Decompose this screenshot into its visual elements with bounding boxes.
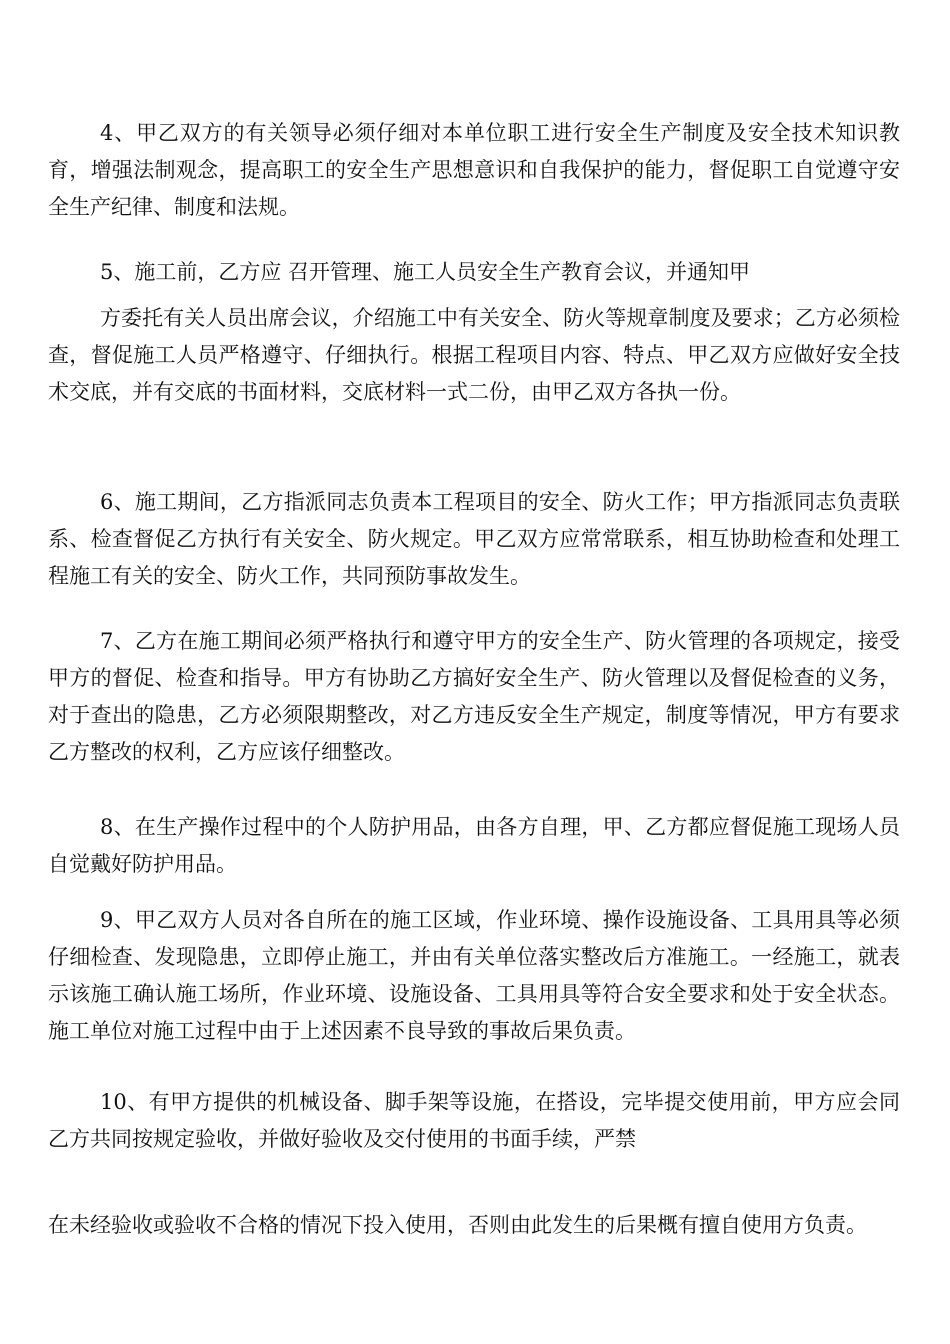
paragraph-item-5-intro: 5、施工前，乙方应 召开管理、施工人员安全生产教育会议，并通知甲 [100,260,751,284]
paragraph-item-5-continued: 方委托有关人员出席会议，介绍施工中有关安全、防火等规章制度及要求；乙方必须检查，督促施工人员严格遵守、仔细执行。根据工程项目内容、特点、甲乙双方应做好安全技术交底，并有交底的书面材料，交底材料一式二份，由甲乙双方各执一份。 [48,306,900,404]
paragraph-item-10-tail: 在未经验收或验收不合格的情况下投入使用，否则由此发生的后果概有擅自使用方负责。 [48,1213,867,1237]
paragraph-item-7: 7、乙方在施工期间必须严格执行和遵守甲方的安全生产、防火管理的各项规定，接受甲方的督促、检查和指导。甲方有协助乙方搞好安全生产、防火管理以及督促检查的义务，对于查出的隐患，乙方必须限期整改，对乙方违反安全生产规定，制度等情况，甲方有要求乙方整改的权利，乙方应该仔细整改。 [48,629,900,764]
paragraph-item-6: 6、施工期间，乙方指派同志负责本工程项目的安全、防火工作；甲方指派同志负责联系、检查督促乙方执行有关安全、防火规定。甲乙双方应常常联系，相互协助检查和处理工程施工有关的安全、防火工作，共同预防事故发生。 [48,490,900,588]
paragraph-item-10: 10、有甲方提供的机械设备、脚手架等设施，在搭设，完毕提交使用前，甲方应会同乙方共同按规定验收，并做好验收及交付使用的书面手续，严禁 [48,1090,900,1151]
paragraph-item-4: 4、甲乙双方的有关领导必须仔细对本单位职工进行安全生产制度及安全技术知识教育，增强法制观念，提高职工的安全生产思想意识和自我保护的能力，督促职工自觉遵守安全生产纪律、制度和法规。 [48,121,900,219]
paragraph-item-9: 9、甲乙双方人员对各自所在的施工区域，作业环境、操作设施设备、工具用具等必须仔细检查、发现隐患，立即停止施工，并由有关单位落实整改后方准施工。一经施工，就表示该施工确认施工场所，作业环境、设施设备、工具用具等符合安全要求和处于安全状态。施工单位对施工过程中由于上述因素不良导致的事故后果负责。 [48,908,900,1043]
paragraph-item-8: 8、在生产操作过程中的个人防护用品，由各方自理，甲、乙方都应督促施工现场人员自觉戴好防护用品。 [48,815,900,876]
